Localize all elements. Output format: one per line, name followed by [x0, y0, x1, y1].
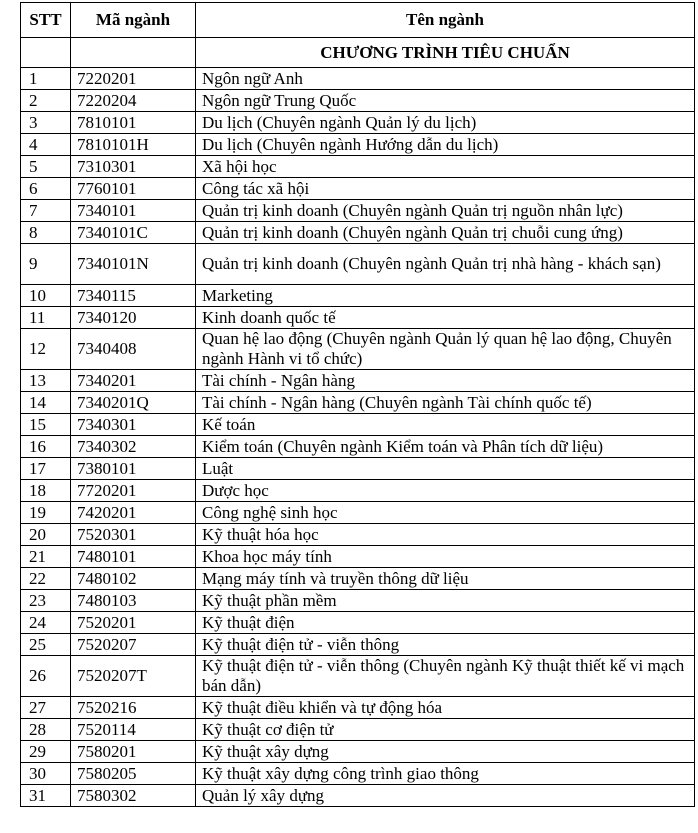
table-row	[21, 612, 695, 634]
cell-stt: 7	[21, 200, 71, 222]
cell-stt: 22	[21, 568, 71, 590]
cell-code: 7580205	[71, 763, 196, 785]
cell-stt: 20	[21, 524, 71, 546]
cell-name: Tài chính - Ngân hàng (Chuyên ngành Tài chính quốc tế)	[196, 392, 695, 414]
cell-name: Kỹ thuật điều khiển và tự động hóa	[196, 697, 695, 719]
table-row	[21, 568, 695, 590]
cell-stt: 31	[21, 785, 71, 807]
cell-name: Khoa học máy tính	[196, 546, 695, 568]
cell-code: 7340101	[71, 200, 196, 222]
cell-stt: 14	[21, 392, 71, 414]
cell-name: Luật	[196, 458, 695, 480]
cell-code: 7340302	[71, 436, 196, 458]
cell-name: Kiểm toán (Chuyên ngành Kiểm toán và Phân tích dữ liệu)	[196, 436, 695, 458]
cell-name: Du lịch (Chuyên ngành Hướng dẫn du lịch)	[196, 134, 695, 156]
header-code: Mã ngành	[71, 3, 196, 38]
cell-code: 7580201	[71, 741, 196, 763]
cell-code: 7520216	[71, 697, 196, 719]
cell-code: 7340201Q	[71, 392, 196, 414]
table-row	[21, 741, 695, 763]
cell-name: Kinh doanh quốc tế	[196, 307, 695, 329]
cell-name: Kỹ thuật cơ điện tử	[196, 719, 695, 741]
cell-stt: 5	[21, 156, 71, 178]
cell-name: Kỹ thuật hóa học	[196, 524, 695, 546]
cell-stt: 30	[21, 763, 71, 785]
cell-name: Kỹ thuật xây dựng	[196, 741, 695, 763]
cell-code: 7380101	[71, 458, 196, 480]
table-row	[21, 370, 695, 392]
cell-code: 7760101	[71, 178, 196, 200]
cell-stt: 27	[21, 697, 71, 719]
cell-code: 7340201	[71, 370, 196, 392]
cell-stt: 25	[21, 634, 71, 656]
cell-code: 7340408	[71, 329, 196, 370]
table-row	[21, 502, 695, 524]
cell-name: Kỹ thuật xây dựng công trình giao thông	[196, 763, 695, 785]
header-row	[21, 3, 695, 38]
table-row	[21, 414, 695, 436]
cell-name: Quản trị kinh doanh (Chuyên ngành Quản trị nguồn nhân lực)	[196, 200, 695, 222]
cell-name: Công tác xã hội	[196, 178, 695, 200]
table-row	[21, 222, 695, 244]
table-row	[21, 244, 695, 285]
section-title: CHƯƠNG TRÌNH TIÊU CHUẨN	[196, 38, 695, 68]
cell-stt: 26	[21, 656, 71, 697]
cell-name: Kế toán	[196, 414, 695, 436]
cell-code: 7220204	[71, 90, 196, 112]
cell-stt: 8	[21, 222, 71, 244]
table-row	[21, 763, 695, 785]
section-row	[21, 38, 695, 68]
cell-stt: 10	[21, 285, 71, 307]
cell-name: Tài chính - Ngân hàng	[196, 370, 695, 392]
cell-name: Kỹ thuật điện tử - viễn thông	[196, 634, 695, 656]
table-row	[21, 68, 695, 90]
cell-name: Quản trị kinh doanh (Chuyên ngành Quản trị nhà hàng - khách sạn)	[196, 244, 695, 285]
cell-stt: 2	[21, 90, 71, 112]
cell-stt: 12	[21, 329, 71, 370]
cell-stt: 6	[21, 178, 71, 200]
cell-name: Kỹ thuật điện tử - viễn thông (Chuyên ngành Kỹ thuật thiết kế vi mạch bán dẫn)	[196, 656, 695, 697]
cell-stt: 18	[21, 480, 71, 502]
cell-name: Ngôn ngữ Trung Quốc	[196, 90, 695, 112]
majors-table	[20, 2, 695, 807]
cell-code: 7480103	[71, 590, 196, 612]
cell-code: 7810101H	[71, 134, 196, 156]
table-row	[21, 458, 695, 480]
cell-code: 7520114	[71, 719, 196, 741]
cell-name: Ngôn ngữ Anh	[196, 68, 695, 90]
table-row	[21, 546, 695, 568]
table-row	[21, 480, 695, 502]
cell-name: Quản lý xây dựng	[196, 785, 695, 807]
table-row	[21, 134, 695, 156]
table-row	[21, 178, 695, 200]
cell-code: 7480101	[71, 546, 196, 568]
table-row	[21, 524, 695, 546]
section-empty-stt	[21, 38, 71, 68]
cell-code: 7340115	[71, 285, 196, 307]
header-name: Tên ngành	[196, 3, 695, 38]
cell-name: Mạng máy tính và truyền thông dữ liệu	[196, 568, 695, 590]
cell-code: 7810101	[71, 112, 196, 134]
cell-stt: 9	[21, 244, 71, 285]
table-row	[21, 785, 695, 807]
cell-code: 7480102	[71, 568, 196, 590]
cell-stt: 21	[21, 546, 71, 568]
cell-name: Du lịch (Chuyên ngành Quản lý du lịch)	[196, 112, 695, 134]
cell-name: Công nghệ sinh học	[196, 502, 695, 524]
table-body	[21, 38, 695, 807]
cell-name: Quan hệ lao động (Chuyên ngành Quản lý quan hệ lao động, Chuyên ngành Hành vi tổ chức)	[196, 329, 695, 370]
cell-name: Kỹ thuật phần mềm	[196, 590, 695, 612]
header-stt: STT	[21, 3, 71, 38]
cell-code: 7520301	[71, 524, 196, 546]
cell-stt: 13	[21, 370, 71, 392]
cell-stt: 28	[21, 719, 71, 741]
cell-stt: 1	[21, 68, 71, 90]
cell-name: Xã hội học	[196, 156, 695, 178]
cell-stt: 4	[21, 134, 71, 156]
cell-stt: 3	[21, 112, 71, 134]
table-row	[21, 590, 695, 612]
cell-stt: 24	[21, 612, 71, 634]
cell-code: 7720201	[71, 480, 196, 502]
cell-stt: 17	[21, 458, 71, 480]
table-row	[21, 656, 695, 697]
table-row	[21, 285, 695, 307]
cell-name: Quản trị kinh doanh (Chuyên ngành Quản trị chuỗi cung ứng)	[196, 222, 695, 244]
cell-code: 7340301	[71, 414, 196, 436]
cell-code: 7520201	[71, 612, 196, 634]
cell-name: Marketing	[196, 285, 695, 307]
cell-code: 7220201	[71, 68, 196, 90]
cell-code: 7520207	[71, 634, 196, 656]
cell-code: 7340101C	[71, 222, 196, 244]
cell-stt: 16	[21, 436, 71, 458]
table-row	[21, 329, 695, 370]
section-empty-code	[71, 38, 196, 68]
table-row	[21, 697, 695, 719]
table-row	[21, 200, 695, 222]
cell-stt: 29	[21, 741, 71, 763]
table-row	[21, 634, 695, 656]
cell-code: 7310301	[71, 156, 196, 178]
cell-name: Kỹ thuật điện	[196, 612, 695, 634]
table-row	[21, 307, 695, 329]
table-row	[21, 719, 695, 741]
cell-code: 7340101N	[71, 244, 196, 285]
table-row	[21, 112, 695, 134]
cell-code: 7340120	[71, 307, 196, 329]
cell-name: Dược học	[196, 480, 695, 502]
table-row	[21, 90, 695, 112]
table-row	[21, 436, 695, 458]
cell-code: 7420201	[71, 502, 196, 524]
table-row	[21, 156, 695, 178]
cell-code: 7580302	[71, 785, 196, 807]
cell-stt: 23	[21, 590, 71, 612]
cell-code: 7520207T	[71, 656, 196, 697]
cell-stt: 19	[21, 502, 71, 524]
cell-stt: 11	[21, 307, 71, 329]
cell-stt: 15	[21, 414, 71, 436]
table-row	[21, 392, 695, 414]
